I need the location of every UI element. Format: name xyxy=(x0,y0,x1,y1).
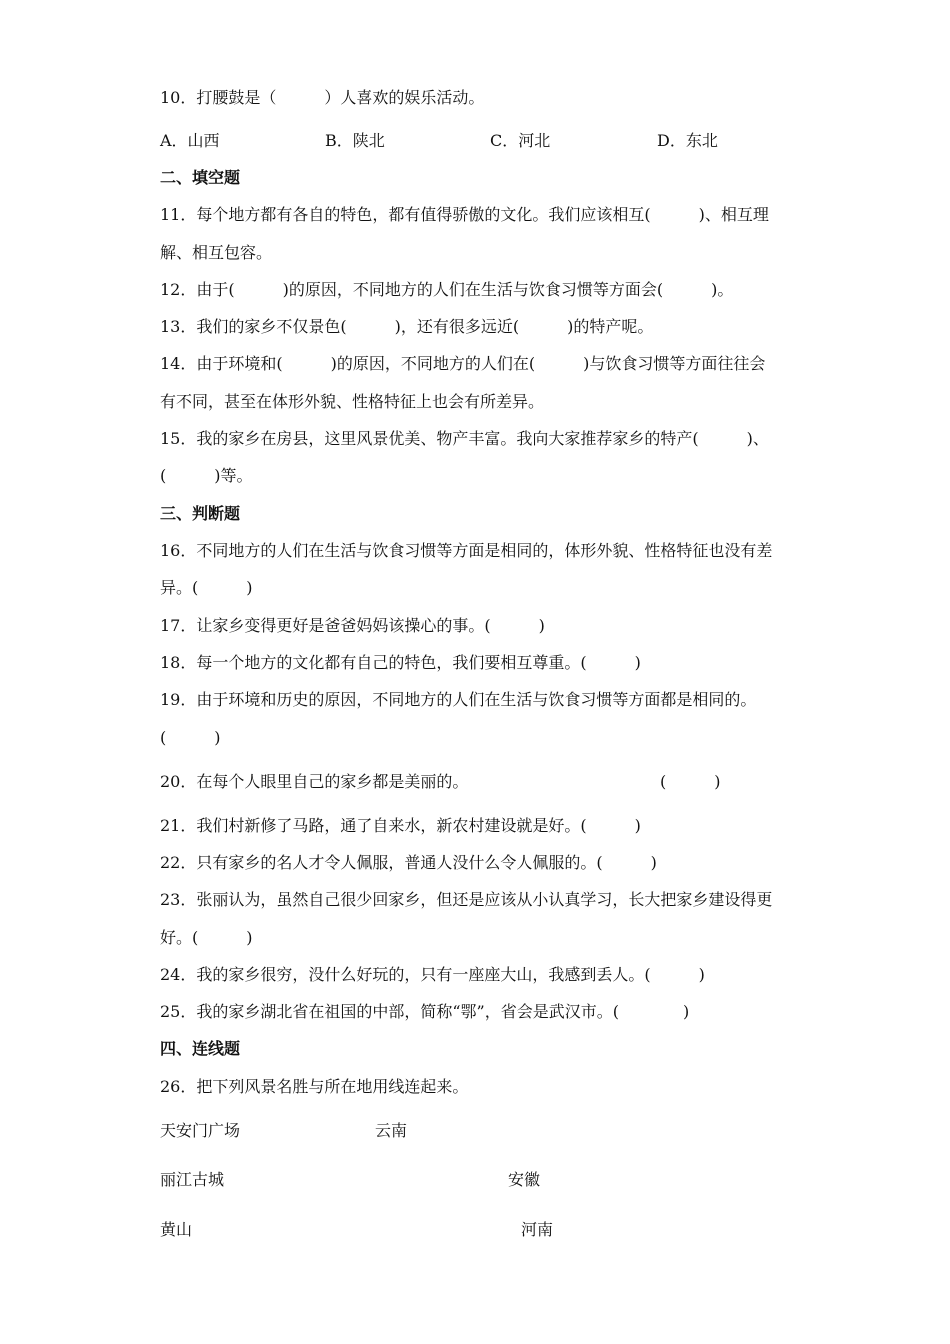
fill-line: 有不同，甚至在体形外貌、性格特征上也会有所差异。 xyxy=(160,392,545,411)
judge-line: 25．我的家乡湖北省在祖国的中部，简称“鄂”，省会是武汉市。( ) xyxy=(160,1002,690,1021)
match-left-item: 天安门广场 xyxy=(160,1121,241,1140)
option-b: B．陕北 xyxy=(325,131,385,150)
section-heading-judge: 三、判断题 xyxy=(160,504,241,523)
section-heading-fill: 二、填空题 xyxy=(160,168,241,187)
judge-line: ( ) xyxy=(160,728,221,747)
question-20-stem: 20．在每个人眼里自己的家乡都是美丽的。 xyxy=(160,772,469,791)
match-right-item: 安徽 xyxy=(508,1170,541,1189)
judge-line: 22．只有家乡的名人才令人佩服，普通人没什么令人佩服的。( ) xyxy=(160,853,657,872)
fill-line: ( )等。 xyxy=(160,466,253,485)
judge-line: 19．由于环境和历史的原因，不同地方的人们在生活与饮食习惯等方面都是相同的。 xyxy=(160,690,757,709)
judge-line: 异。( ) xyxy=(160,578,253,597)
fill-line: 14．由于环境和( )的原因，不同地方的人们在( )与饮食习惯等方面往往会 xyxy=(160,354,766,373)
match-left-item: 黄山 xyxy=(160,1220,193,1239)
fill-line: 解、相互包容。 xyxy=(160,243,273,262)
judge-line: 23．张丽认为，虽然自己很少回家乡，但还是应该从小认真学习，长大把家乡建设得更 xyxy=(160,890,773,909)
judge-line: 18．每一个地方的文化都有自己的特色，我们要相互尊重。( ) xyxy=(160,653,641,672)
question-10-stem: 10．打腰鼓是（ ）人喜欢的娱乐活动。 xyxy=(160,88,485,107)
judge-line: 24．我的家乡很穷，没什么好玩的，只有一座座大山，我感到丢人。( ) xyxy=(160,965,705,984)
match-left-item: 丽江古城 xyxy=(160,1170,225,1189)
fill-line: 13．我们的家乡不仅景色( )，还有很多远近( )的特产呢。 xyxy=(160,317,654,336)
option-c: C．河北 xyxy=(490,131,551,150)
fill-line: 11．每个地方都有各自的特色，都有值得骄傲的文化。我们应该相互( )、相互理 xyxy=(160,205,769,224)
question-20-blank: ( ) xyxy=(660,772,721,791)
judge-line: 16．不同地方的人们在生活与饮食习惯等方面是相同的，体形外貌、性格特征也没有差 xyxy=(160,541,773,560)
judge-line: 好。( ) xyxy=(160,928,253,947)
option-a: A．山西 xyxy=(160,131,220,150)
match-right-item: 云南 xyxy=(375,1121,408,1140)
judge-line: 17．让家乡变得更好是爸爸妈妈该操心的事。( ) xyxy=(160,616,545,635)
judge-line: 21．我们村新修了马路，通了自来水，新农村建设就是好。( ) xyxy=(160,816,641,835)
option-d: D．东北 xyxy=(657,131,718,150)
section-heading-match: 四、连线题 xyxy=(160,1039,241,1058)
question-26-stem: 26．把下列风景名胜与所在地用线连起来。 xyxy=(160,1077,469,1096)
match-right-item: 河南 xyxy=(521,1220,554,1239)
fill-line: 15．我的家乡在房县，这里风景优美、物产丰富。我向大家推荐家乡的特产( )、 xyxy=(160,429,769,448)
fill-line: 12．由于( )的原因，不同地方的人们在生活与饮食习惯等方面会( )。 xyxy=(160,280,734,299)
